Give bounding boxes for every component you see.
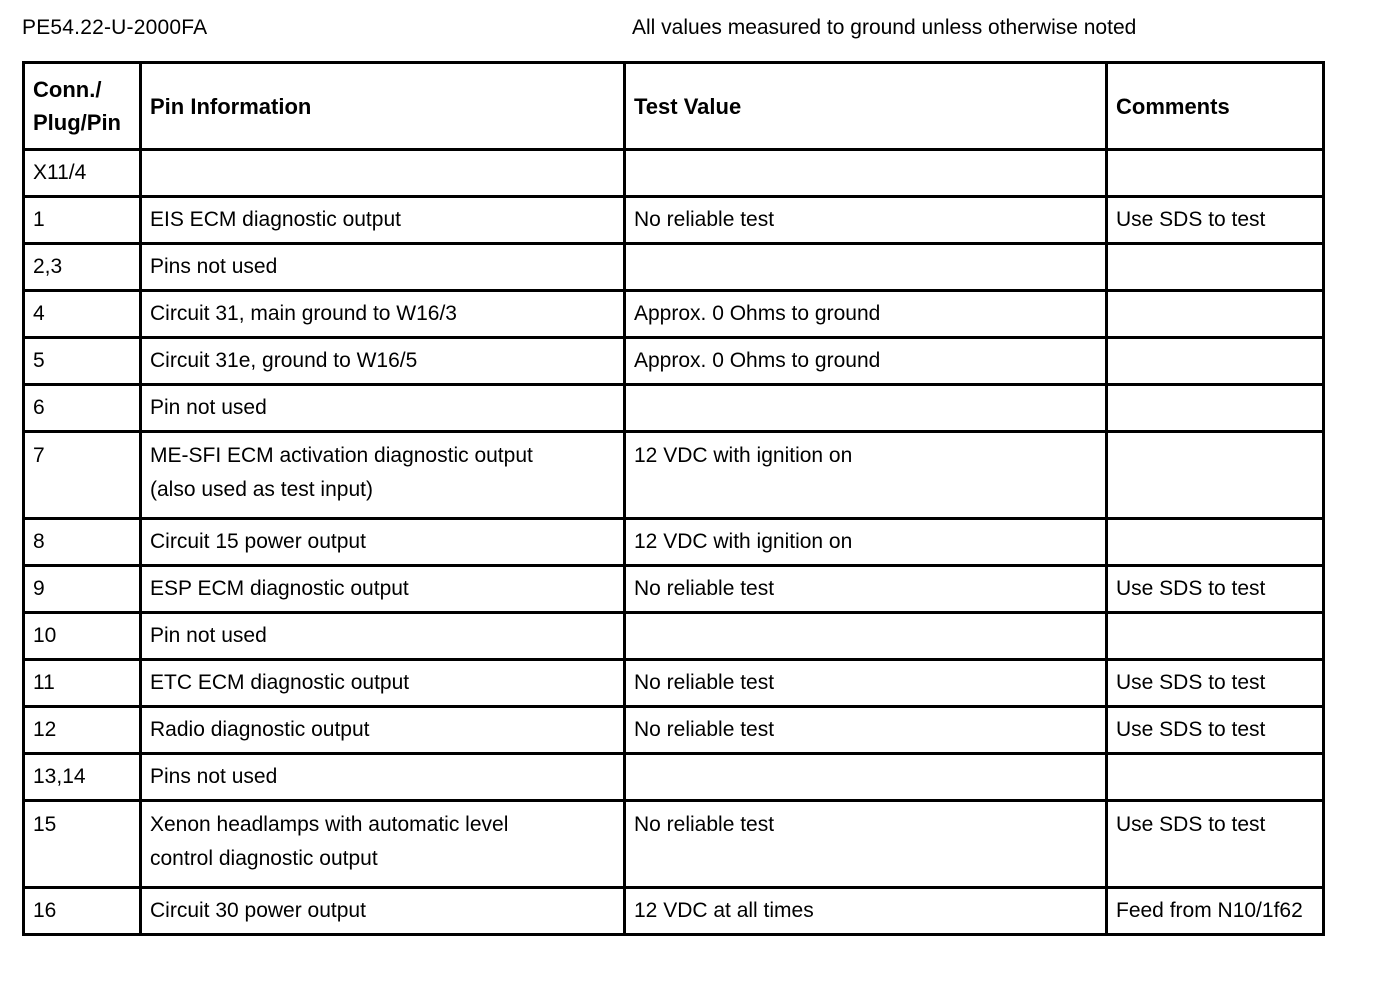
- table-row: [24, 566, 1324, 613]
- test-cell: [625, 150, 1107, 197]
- comment-cell: Feed from N10/1f62: [1107, 888, 1324, 935]
- table-row: [24, 338, 1324, 385]
- table-row: [24, 754, 1324, 801]
- header-test-value: Test Value: [625, 63, 1107, 150]
- info-cell: Circuit 15 power output: [141, 519, 625, 566]
- info-cell: Radio diagnostic output: [141, 707, 625, 754]
- pin-cell: X11/4: [24, 150, 141, 197]
- comment-cell: [1107, 150, 1324, 197]
- info-cell: Circuit 30 power output: [141, 888, 625, 935]
- test-cell: [625, 244, 1107, 291]
- test-cell: 12 VDC with ignition on: [625, 432, 1107, 519]
- comment-cell: [1107, 432, 1324, 519]
- pin-cell: 7: [24, 432, 141, 519]
- comment-cell: [1107, 385, 1324, 432]
- comment-cell: [1107, 754, 1324, 801]
- info-line-2: (also used as test input): [150, 478, 373, 501]
- test-cell: 12 VDC with ignition on: [625, 519, 1107, 566]
- pin-cell: 10: [24, 613, 141, 660]
- pin-cell: 4: [24, 291, 141, 338]
- header-conn-plug-pin: [24, 63, 141, 150]
- comment-cell: Use SDS to test: [1107, 660, 1324, 707]
- test-cell: 12 VDC at all times: [625, 888, 1107, 935]
- info-cell: [141, 801, 625, 888]
- info-cell: ETC ECM diagnostic output: [141, 660, 625, 707]
- pin-cell: 12: [24, 707, 141, 754]
- info-cell: Circuit 31e, ground to W16/5: [141, 338, 625, 385]
- info-line-1: ME-SFI ECM activation diagnostic output: [150, 444, 533, 467]
- table-row: [24, 888, 1324, 935]
- test-cell: [625, 754, 1107, 801]
- pin-cell: 13,14: [24, 754, 141, 801]
- table-row: [24, 150, 1324, 197]
- comment-cell: Use SDS to test: [1107, 197, 1324, 244]
- table-row: [24, 801, 1324, 888]
- table-row: [24, 197, 1324, 244]
- comment-cell: [1107, 291, 1324, 338]
- pin-test-table: [22, 61, 1325, 936]
- comment-cell: Use SDS to test: [1107, 707, 1324, 754]
- test-cell: Approx. 0 Ohms to ground: [625, 338, 1107, 385]
- test-cell: No reliable test: [625, 707, 1107, 754]
- test-cell: No reliable test: [625, 801, 1107, 888]
- pin-cell: 16: [24, 888, 141, 935]
- table-row: [24, 432, 1324, 519]
- info-line-2: control diagnostic output: [150, 847, 378, 870]
- info-cell: [141, 432, 625, 519]
- test-cell: Approx. 0 Ohms to ground: [625, 291, 1107, 338]
- measurement-note: All values measured to ground unless otherwise noted: [632, 16, 1137, 39]
- table-row: [24, 291, 1324, 338]
- pin-cell: 9: [24, 566, 141, 613]
- info-cell: Circuit 31, main ground to W16/3: [141, 291, 625, 338]
- table-row: [24, 613, 1324, 660]
- test-cell: [625, 613, 1107, 660]
- table-header-row: [24, 63, 1324, 150]
- table-row: [24, 707, 1324, 754]
- pin-cell: 8: [24, 519, 141, 566]
- info-cell: Pins not used: [141, 244, 625, 291]
- pin-cell: 15: [24, 801, 141, 888]
- comment-cell: Use SDS to test: [1107, 566, 1324, 613]
- comment-cell: [1107, 519, 1324, 566]
- comment-cell: [1107, 244, 1324, 291]
- test-cell: No reliable test: [625, 660, 1107, 707]
- pin-cell: 11: [24, 660, 141, 707]
- comment-cell: Use SDS to test: [1107, 801, 1324, 888]
- pin-cell: 6: [24, 385, 141, 432]
- info-cell: ESP ECM diagnostic output: [141, 566, 625, 613]
- pin-cell: 5: [24, 338, 141, 385]
- header-pin-information: Pin Information: [141, 63, 625, 150]
- pin-cell: 1: [24, 197, 141, 244]
- test-cell: No reliable test: [625, 197, 1107, 244]
- pin-cell: 2,3: [24, 244, 141, 291]
- table-row: [24, 519, 1324, 566]
- header-conn-line1: Conn./: [33, 77, 102, 102]
- info-cell: EIS ECM diagnostic output: [141, 197, 625, 244]
- table-row: [24, 244, 1324, 291]
- table-row: [24, 660, 1324, 707]
- info-cell: Pin not used: [141, 385, 625, 432]
- header-comments: Comments: [1107, 63, 1324, 150]
- document-id: PE54.22-U-2000FA: [22, 16, 208, 39]
- comment-cell: [1107, 338, 1324, 385]
- test-cell: No reliable test: [625, 566, 1107, 613]
- info-cell: [141, 150, 625, 197]
- info-cell: Pins not used: [141, 754, 625, 801]
- table-row: [24, 385, 1324, 432]
- info-cell: Pin not used: [141, 613, 625, 660]
- header-conn-line2: Plug/Pin: [33, 110, 121, 135]
- comment-cell: [1107, 613, 1324, 660]
- info-line-1: Xenon headlamps with automatic level: [150, 813, 509, 836]
- test-cell: [625, 385, 1107, 432]
